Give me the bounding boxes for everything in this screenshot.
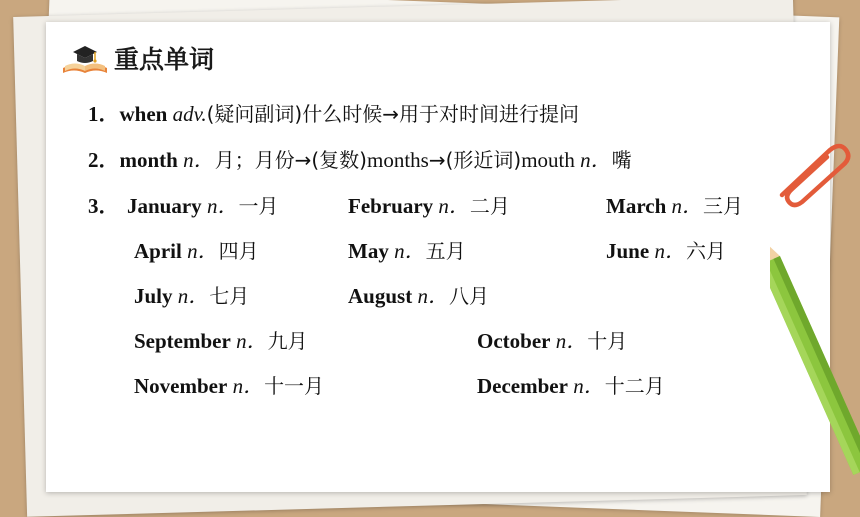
paperclip-icon <box>772 140 852 215</box>
similar-word-definition: 嘴 <box>611 148 632 172</box>
month-entry: May n．五月 <box>348 239 466 263</box>
vocab-item-month <box>88 144 632 174</box>
pencil-icon <box>770 220 860 489</box>
month-entry: June n．六月 <box>606 239 726 263</box>
month-entry: October n．十月 <box>477 329 628 353</box>
month-entry: August n．八月 <box>348 284 489 308</box>
part-of-speech: adv. <box>172 102 207 126</box>
graduation-cap-book-icon <box>60 38 110 78</box>
part-of-speech: n． <box>580 148 612 172</box>
vocab-word: month <box>119 148 178 172</box>
month-entry: April n．四月 <box>134 239 259 263</box>
month-entry: July n．七月 <box>134 284 250 308</box>
vocab-item-when <box>88 98 579 128</box>
part-of-speech: n． <box>183 148 215 172</box>
item-number: 1． <box>88 102 120 126</box>
month-entry: January n．一月 <box>127 194 279 218</box>
vocab-definition: 月；月份→(复数) <box>214 148 367 172</box>
section-header <box>60 36 214 80</box>
item-number: 3． <box>88 194 120 218</box>
vocab-word: when <box>119 102 168 126</box>
item-number: 2． <box>88 148 120 172</box>
similar-word: mouth <box>521 148 575 172</box>
month-entry: March n．三月 <box>606 194 744 218</box>
section-title: 重点单词 <box>114 45 215 74</box>
vocab-definition: (疑问副词)什么时候→用于对时间进行提问 <box>206 102 579 126</box>
month-entry: September n．九月 <box>134 329 308 353</box>
similar-word-label: →(形近词) <box>428 148 522 172</box>
month-entry: December n．十二月 <box>477 374 665 398</box>
plural-form: months <box>366 148 429 172</box>
month-entry: February n．二月 <box>348 194 510 218</box>
month-entry: November n．十一月 <box>134 374 325 398</box>
